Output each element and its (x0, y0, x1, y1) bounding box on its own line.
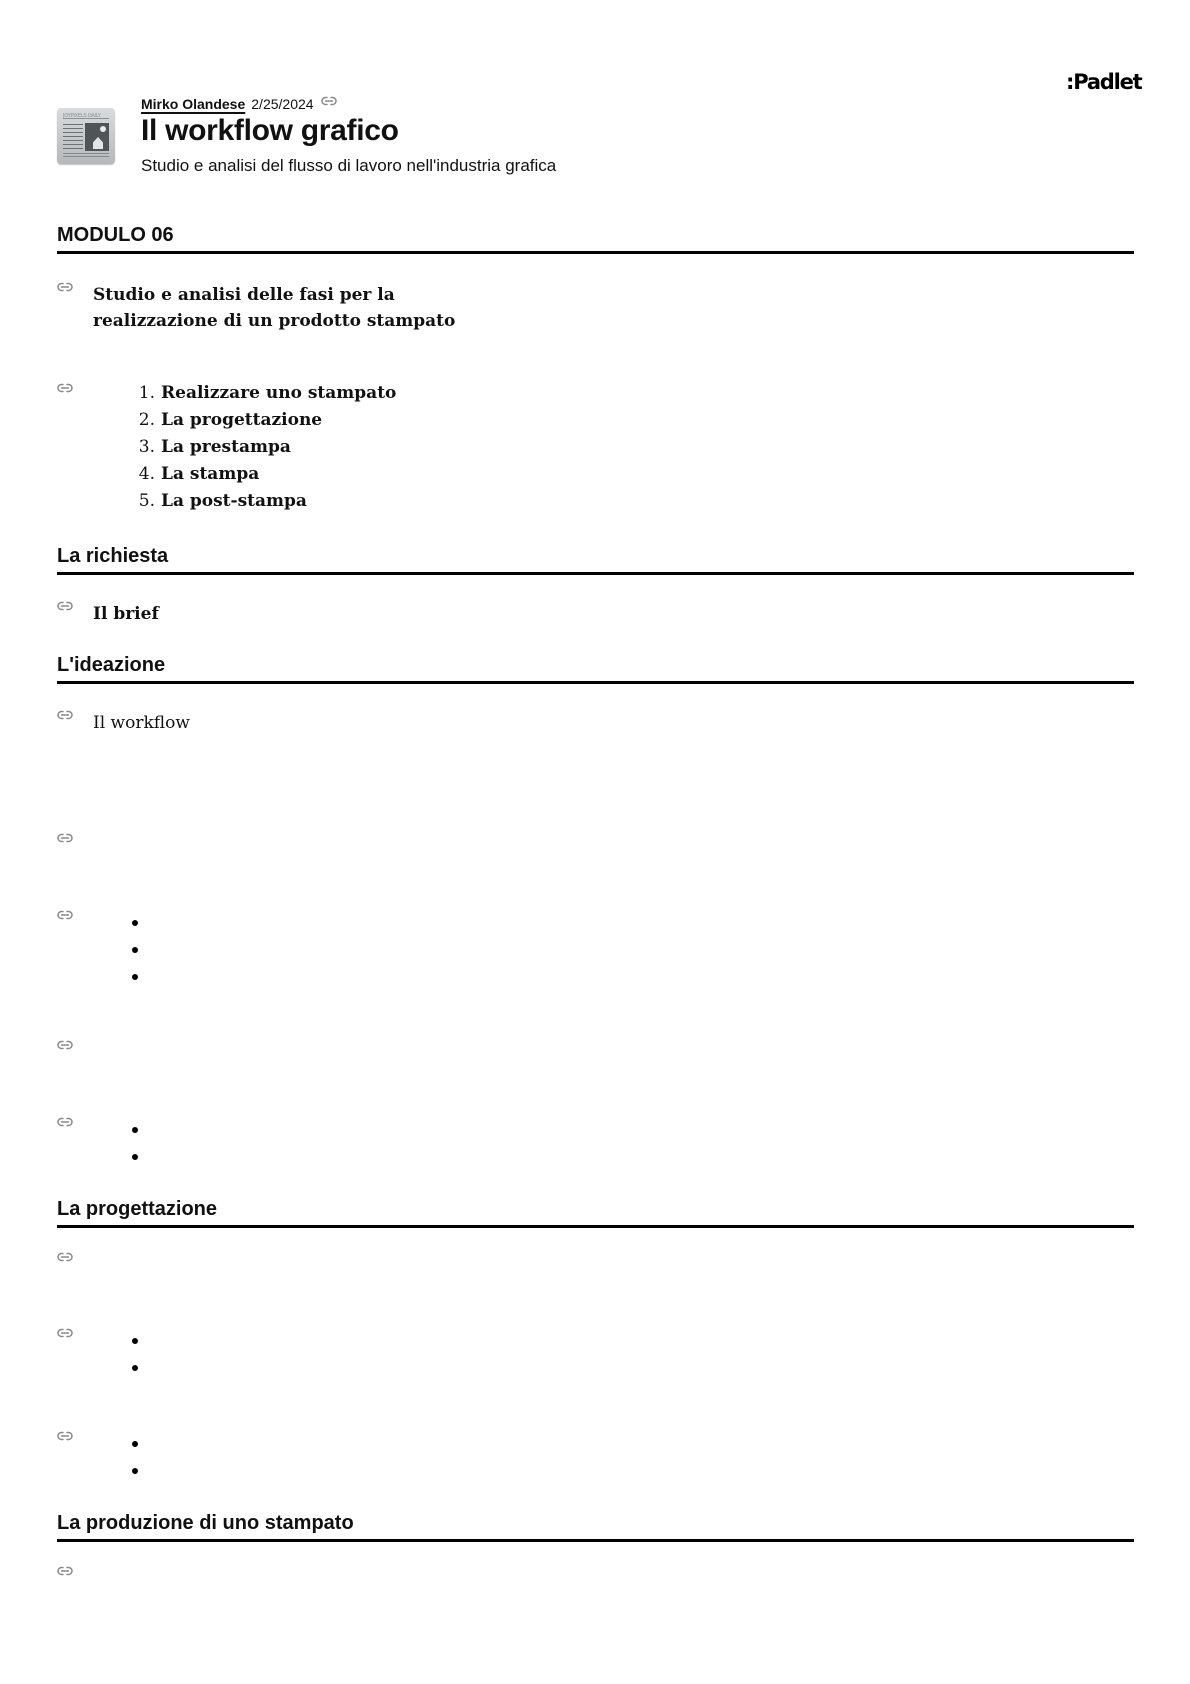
link-icon[interactable] (57, 282, 73, 292)
padlet-logo: :Padlet (1066, 70, 1142, 94)
padlet-header (57, 94, 1137, 184)
list-number: 4. (138, 464, 155, 484)
list-number: 5. (138, 491, 155, 511)
post-text-line: Il workflow (93, 713, 190, 733)
post-text-line: Il brief (93, 604, 159, 624)
author-link[interactable]: Mirko Olandese (141, 96, 246, 112)
link-icon[interactable] (57, 710, 73, 720)
section-title: MODULO 06 (57, 224, 174, 246)
section-heading (57, 224, 1134, 254)
list-item (135, 434, 396, 461)
list-item (135, 380, 396, 407)
section-heading (57, 545, 1134, 575)
link-icon[interactable] (57, 383, 73, 393)
newspaper-footer (63, 153, 109, 158)
post-text (93, 282, 455, 334)
newspaper-icon (57, 108, 115, 164)
page-subtitle: Studio e analisi del flusso di lavoro nell'industria grafica (141, 156, 557, 175)
link-icon[interactable] (57, 601, 73, 611)
list-item (135, 488, 396, 515)
list-number: 2. (138, 410, 155, 430)
section-title: L'ideazione (57, 654, 166, 676)
link-icon[interactable] (57, 1328, 73, 1338)
list-text: La progettazione (161, 410, 323, 430)
section-heading (57, 1512, 1134, 1542)
list-number: 3. (138, 437, 155, 457)
link-icon[interactable] (57, 1117, 73, 1127)
post-meta (141, 94, 337, 114)
page-title: Il workflow grafico (141, 114, 399, 147)
section-title: La produzione di uno stampato (57, 1512, 354, 1534)
post-text-line: realizzazione di un prodotto stampato (93, 311, 456, 331)
list-item (135, 461, 396, 488)
link-icon[interactable] (57, 1040, 73, 1050)
section-title: La richiesta (57, 545, 169, 567)
list-text: La stampa (161, 464, 260, 484)
newspaper-lines (63, 124, 83, 150)
post-text (93, 710, 190, 736)
list-text: Realizzare uno stampato (161, 383, 397, 403)
section-title: La progettazione (57, 1198, 218, 1220)
list-text: La prestampa (161, 437, 291, 457)
link-icon[interactable] (57, 833, 73, 843)
link-icon[interactable] (57, 1566, 73, 1576)
link-icon[interactable] (57, 1252, 73, 1262)
section-heading (57, 654, 1134, 684)
newspaper-picture (85, 123, 109, 151)
list-item (135, 407, 396, 434)
list-text: La post-stampa (161, 491, 307, 511)
list-number: 1. (138, 383, 155, 403)
link-icon[interactable] (57, 910, 73, 920)
newspaper-masthead: JOYPIXELS DAILY (63, 113, 109, 119)
link-icon[interactable] (321, 96, 337, 106)
post-text-line: Studio e analisi delle fasi per la (93, 285, 395, 305)
section-heading (57, 1198, 1134, 1228)
numbered-list (135, 380, 396, 515)
post-date: 2/25/2024 (251, 96, 314, 112)
link-icon[interactable] (57, 1431, 73, 1441)
post-text (93, 601, 159, 627)
